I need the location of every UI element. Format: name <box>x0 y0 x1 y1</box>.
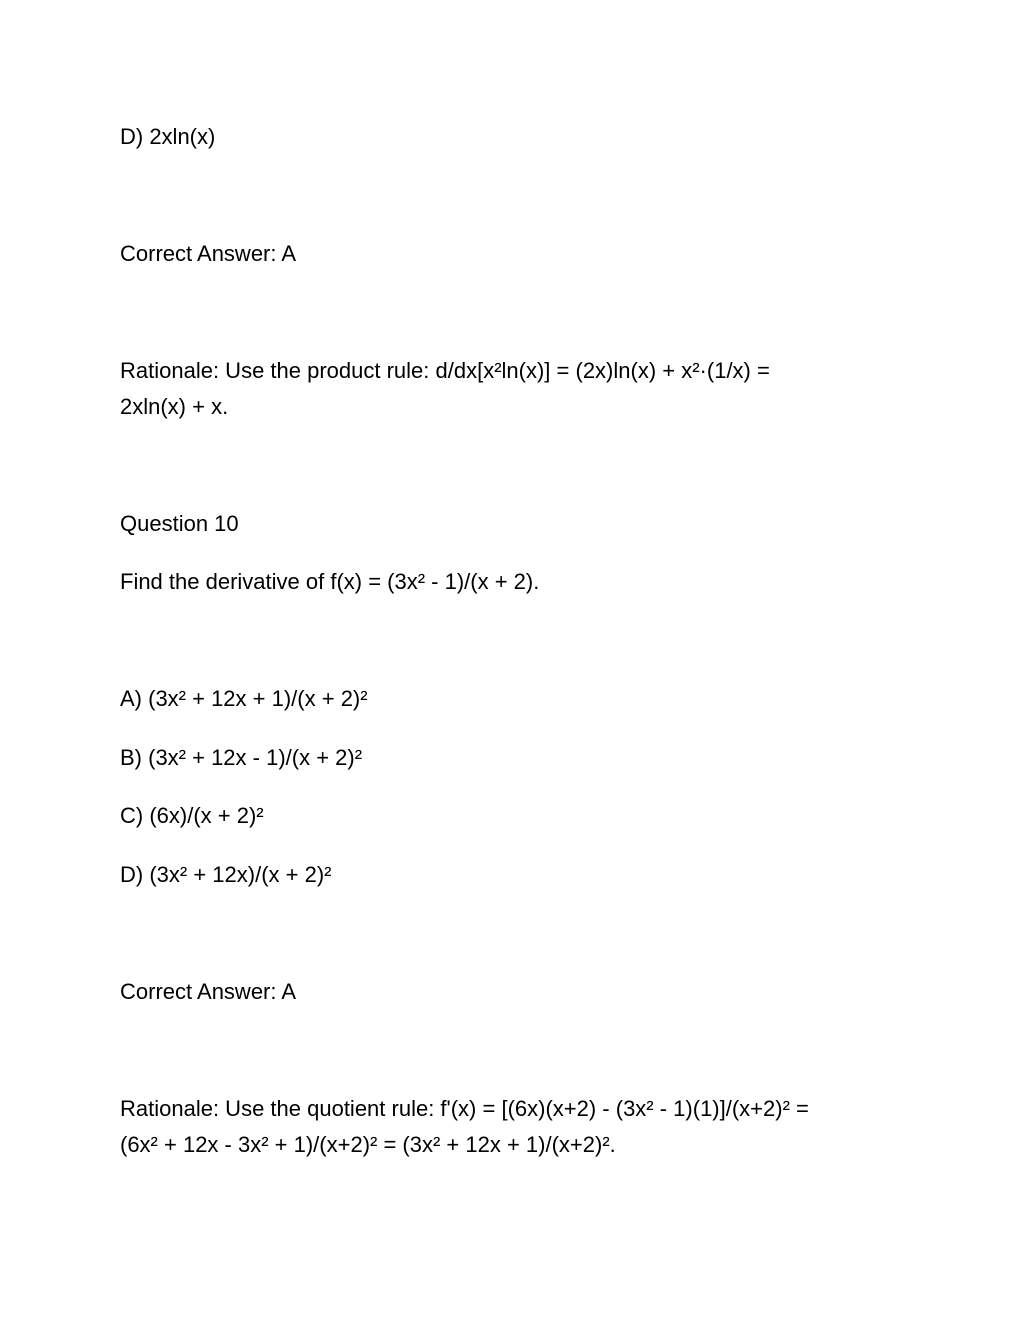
previous-rationale-line-1: Rationale: Use the product rule: d/dx[x²ln(x)] = (2x)ln(x) + x²·(1/x) = <box>120 358 770 383</box>
option-d: D) (3x² + 12x)/(x + 2)² <box>120 862 332 887</box>
previous-option-d: D) 2xln(x) <box>120 124 216 149</box>
rationale-line-1: Rationale: Use the quotient rule: f'(x) = [(6x)(x+2) - (3x² - 1)(1)]/(x+2)² = <box>120 1096 809 1121</box>
option-c: C) (6x)/(x + 2)² <box>120 803 264 828</box>
correct-answer: Correct Answer: A <box>120 979 297 1004</box>
previous-rationale-line-2: 2xln(x) + x. <box>120 394 229 419</box>
question-heading: Question 10 <box>120 511 239 536</box>
question-prompt: Find the derivative of f(x) = (3x² - 1)/(x + 2). <box>120 569 540 594</box>
option-b: B) (3x² + 12x - 1)/(x + 2)² <box>120 745 363 770</box>
rationale-line-2: (6x² + 12x - 3x² + 1)/(x+2)² = (3x² + 12x + 1)/(x+2)². <box>120 1132 616 1157</box>
previous-correct-answer: Correct Answer: A <box>120 241 297 266</box>
option-a: A) (3x² + 12x + 1)/(x + 2)² <box>120 686 368 711</box>
